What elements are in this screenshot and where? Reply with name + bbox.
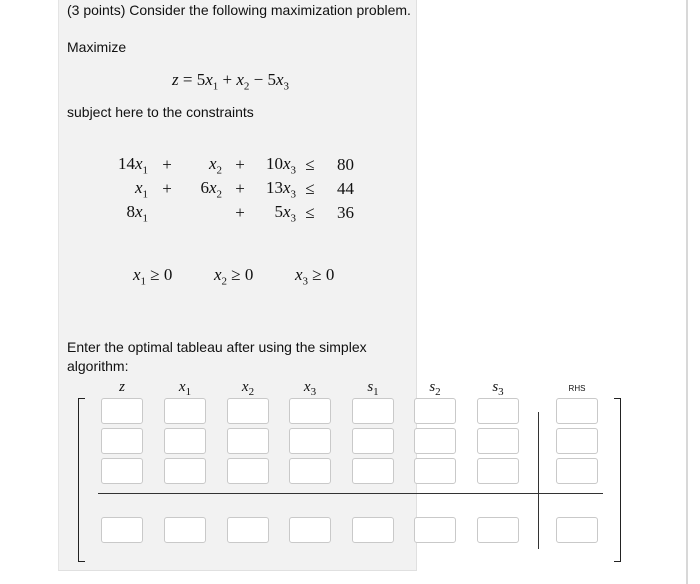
header-z: z bbox=[119, 379, 125, 395]
constraint-row: $14x_1$ + $x_2$ + $10x_3$ ≤ 80 bbox=[117, 153, 354, 177]
tableau-cell-r2-rhs[interactable] bbox=[556, 428, 598, 454]
tableau-cell-r3-s3[interactable] bbox=[477, 458, 519, 484]
tableau-cell-r4-rhs[interactable] bbox=[556, 517, 598, 543]
tableau-cell-r1-x1[interactable] bbox=[164, 398, 206, 424]
tableau-cell-r3-rhs[interactable] bbox=[556, 458, 598, 484]
tableau-cell-r4-s3[interactable] bbox=[477, 517, 519, 543]
tableau-cell-r4-s2[interactable] bbox=[414, 517, 456, 543]
tableau-cell-r2-s2[interactable] bbox=[414, 428, 456, 454]
tableau-cell-r3-x1[interactable] bbox=[164, 458, 206, 484]
nonneg-x3: $x_3 \ge 0$ bbox=[295, 265, 335, 288]
tableau-cell-r1-rhs[interactable] bbox=[556, 398, 598, 424]
tableau-rhs-separator bbox=[538, 412, 539, 549]
tableau-cell-r1-s2[interactable] bbox=[414, 398, 456, 424]
tableau-right-bracket bbox=[614, 398, 621, 562]
page-scroll-edge bbox=[686, 0, 688, 584]
question-intro: (3 points) Consider the following maximization problem. bbox=[67, 2, 411, 18]
maximize-label: Maximize bbox=[67, 39, 127, 55]
tableau-cell-r2-s3[interactable] bbox=[477, 428, 519, 454]
header-s2: $s_2$ bbox=[429, 379, 441, 398]
tableau-cell-r2-x3[interactable] bbox=[289, 428, 331, 454]
constraint-row: $x_1$ + $6x_2$ + $13x_3$ ≤ 44 bbox=[134, 177, 354, 201]
tableau-prompt-line1: Enter the optimal tableau after using the simplex bbox=[67, 339, 367, 355]
nonneg-x2: $x_2 \ge 0$ bbox=[214, 265, 254, 288]
tableau-cell-r2-s1[interactable] bbox=[352, 428, 394, 454]
tableau-cell-r4-z[interactable] bbox=[101, 517, 143, 543]
tableau-cell-r2-x2[interactable] bbox=[227, 428, 269, 454]
tableau-cell-r3-s1[interactable] bbox=[352, 458, 394, 484]
tableau-cell-r1-s1[interactable] bbox=[352, 398, 394, 424]
tableau-cell-r1-z[interactable] bbox=[101, 398, 143, 424]
tableau-cell-r2-x1[interactable] bbox=[164, 428, 206, 454]
header-s1: $s_1$ bbox=[367, 379, 379, 398]
tableau-cell-r4-x2[interactable] bbox=[227, 517, 269, 543]
objective-function: $z = 5x_1 + x_2 - 5x_3$ bbox=[172, 70, 290, 93]
tableau-cell-r2-z[interactable] bbox=[101, 428, 143, 454]
header-rhs: RHS bbox=[568, 384, 586, 393]
header-s3: $s_3$ bbox=[492, 379, 504, 398]
header-x3: $x_3$ bbox=[303, 379, 317, 398]
tableau-left-bracket bbox=[78, 398, 85, 562]
constraint-system bbox=[108, 153, 354, 225]
tableau-prompt-line2: algorithm: bbox=[67, 358, 129, 374]
tableau-cell-r3-x3[interactable] bbox=[289, 458, 331, 484]
header-x2: $x_2$ bbox=[241, 379, 255, 398]
constraint-row: $8x_1$ + $5x_3$ ≤ 36 bbox=[126, 201, 354, 225]
nonneg-x1: $x_1 \ge 0$ bbox=[133, 265, 173, 288]
tableau-objective-separator bbox=[98, 493, 603, 494]
tableau-cell-r4-x3[interactable] bbox=[289, 517, 331, 543]
header-x1: $x_1$ bbox=[178, 379, 192, 398]
tableau-cell-r3-z[interactable] bbox=[101, 458, 143, 484]
tableau-cell-r1-x3[interactable] bbox=[289, 398, 331, 424]
subject-label: subject here to the constraints bbox=[67, 104, 254, 120]
tableau-cell-r3-x2[interactable] bbox=[227, 458, 269, 484]
tableau-cell-r4-s1[interactable] bbox=[352, 517, 394, 543]
tableau-cell-r1-x2[interactable] bbox=[227, 398, 269, 424]
tableau-cell-r1-s3[interactable] bbox=[477, 398, 519, 424]
tableau-cell-r4-x1[interactable] bbox=[164, 517, 206, 543]
tableau-cell-r3-s2[interactable] bbox=[414, 458, 456, 484]
